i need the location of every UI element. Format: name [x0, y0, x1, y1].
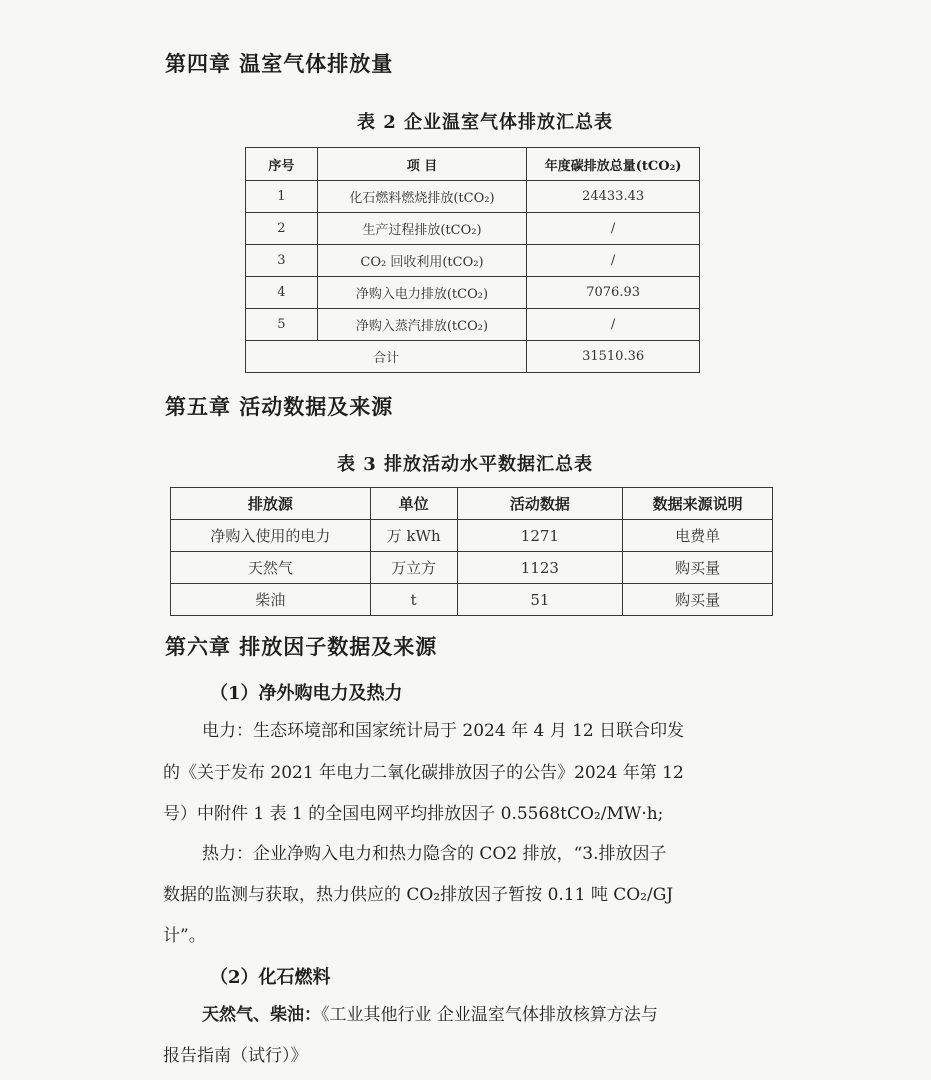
table-cell: 5: [246, 309, 318, 341]
emissions-summary-table: [245, 147, 700, 373]
table-cell: 电费单: [623, 520, 773, 552]
total-label: 合计: [246, 341, 527, 373]
table-header-row: [171, 488, 773, 520]
chapter-6-title: 第六章 排放因子数据及来源: [165, 634, 438, 659]
table-cell: 4: [246, 277, 318, 309]
paragraph-line: 计”。: [163, 926, 206, 946]
table-cell: CO₂ 回收利用(tCO₂): [317, 245, 527, 277]
paragraph-text: 《工业其他行业 企业温室气体排放核算方法与: [321, 1005, 658, 1025]
table-2-caption: 表 2 企业温室气体排放汇总表: [357, 112, 614, 133]
header-cell: 活动数据: [457, 488, 623, 520]
table-total-row: [246, 341, 700, 373]
chapter-4-title: 第四章 温室气体排放量: [165, 51, 394, 76]
paragraph-line: 报告指南（试行）》: [163, 1046, 308, 1066]
table-cell: 净购入蒸汽排放(tCO₂): [317, 309, 527, 341]
table-cell: /: [527, 245, 700, 277]
table-cell: 1123: [457, 552, 623, 584]
table-cell: 购买量: [623, 552, 773, 584]
subsection-fossil-fuel: （2）化石燃料: [210, 967, 331, 988]
paragraph-bold-lead: 天然气、柴油：: [202, 1005, 321, 1025]
table-header-row: [246, 148, 700, 181]
table-3-caption: 表 3 排放活动水平数据汇总表: [337, 454, 594, 475]
subsection-electricity-heat: （1）净外购电力及热力: [210, 683, 403, 704]
table-cell: 万立方: [370, 552, 457, 584]
table-row: [246, 245, 700, 277]
table-cell: 2: [246, 213, 318, 245]
paragraph-line: 电力：生态环境部和国家统计局于 2024 年 4 月 12 日联合印发: [202, 721, 685, 741]
header-cell: 年度碳排放总量(tCO₂): [527, 148, 700, 181]
paragraph-line: 号）中附件 1 表 1 的全国电网平均排放因子 0.5568tCO₂/MW·h;: [163, 804, 664, 824]
header-cell: 数据来源说明: [623, 488, 773, 520]
table-cell: 24433.43: [527, 181, 700, 213]
paragraph-line: 的《关于发布 2021 年电力二氧化碳排放因子的公告》2024 年第 12: [163, 763, 684, 783]
total-value: 31510.36: [527, 341, 700, 373]
paragraph-line: 数据的监测与获取，热力供应的 CO₂排放因子暂按 0.11 吨 CO₂/GJ: [163, 885, 674, 905]
table-row: [171, 520, 773, 552]
table-cell: 1: [246, 181, 318, 213]
table-cell: 净购入使用的电力: [171, 520, 371, 552]
table-cell: 51: [457, 584, 623, 616]
table-cell: 购买量: [623, 584, 773, 616]
table-row: [246, 213, 700, 245]
table-cell: 天然气: [171, 552, 371, 584]
table-cell: 1271: [457, 520, 623, 552]
table-cell: 化石燃料燃烧排放(tCO₂): [317, 181, 527, 213]
table-cell: t: [370, 584, 457, 616]
paragraph-line: 热力：企业净购入电力和热力隐含的 CO2 排放，“3.排放因子: [202, 844, 667, 864]
table-cell: 3: [246, 245, 318, 277]
table-cell: 7076.93: [527, 277, 700, 309]
activity-data-table: [170, 487, 773, 616]
header-cell: 序号: [246, 148, 318, 181]
table-row: [246, 309, 700, 341]
table-cell: 万 kWh: [370, 520, 457, 552]
table-row: [171, 552, 773, 584]
header-cell: 排放源: [171, 488, 371, 520]
table-cell: 生产过程排放(tCO₂): [317, 213, 527, 245]
table-row: [171, 584, 773, 616]
chapter-5-title: 第五章 活动数据及来源: [165, 394, 394, 419]
table-cell: /: [527, 309, 700, 341]
table-row: [246, 277, 700, 309]
header-cell: 单位: [370, 488, 457, 520]
table-row: [246, 181, 700, 213]
table-cell: 柴油: [171, 584, 371, 616]
header-cell: 项 目: [317, 148, 527, 181]
table-cell: 净购入电力排放(tCO₂): [317, 277, 527, 309]
paragraph-line: [202, 1004, 658, 1026]
table-cell: /: [527, 213, 700, 245]
